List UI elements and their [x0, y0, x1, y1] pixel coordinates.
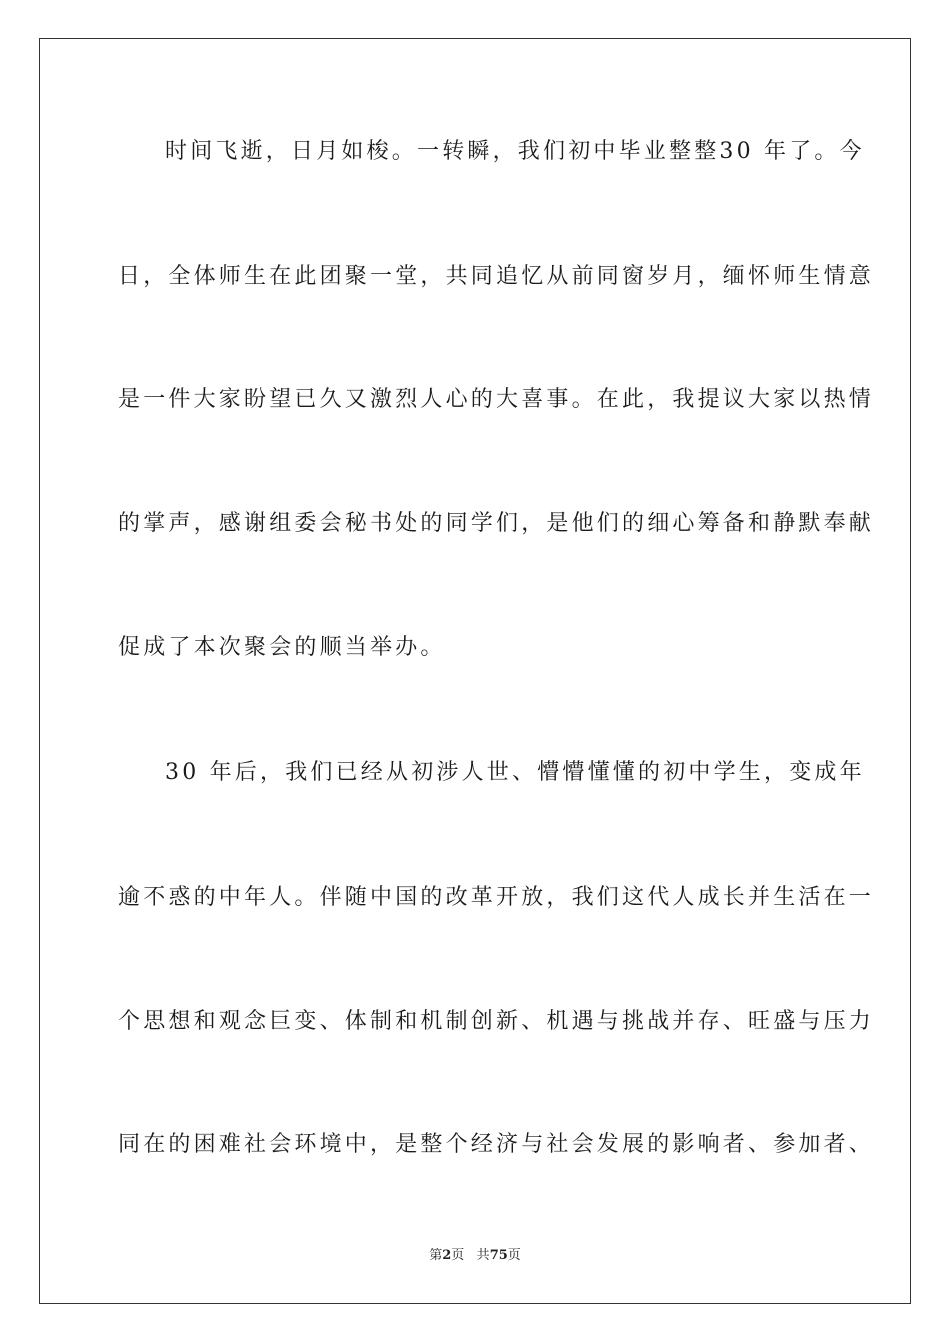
paragraph-1-line-1: 时间飞逝，日月如梭。一转瞬，我们初中毕业整整30 年了。今: [165, 139, 865, 164]
page-footer: [0, 1247, 950, 1265]
paragraph-2-line-2: 逾不惑的中年人。伴随中国的改革开放，我们这代人成长并生活在一: [118, 885, 875, 910]
paragraph-1-line-5: 促成了本次聚会的顺当举办。: [118, 635, 446, 660]
footer-total-prefix: 共: [476, 1248, 490, 1263]
paragraph-2-line-1: 30 年后，我们已经从初涉人世、懵懵懂懂的初中学生，变成年: [165, 760, 865, 785]
footer-page-suffix: 页: [451, 1248, 465, 1263]
paragraph-1-line-3: 是一件大家盼望已久又激烈人心的大喜事。在此，我提议大家以热情: [118, 387, 875, 412]
footer-page-prefix: 第: [429, 1248, 443, 1263]
footer-total-suffix: 页: [507, 1248, 521, 1263]
footer-total-pages: 75: [489, 1248, 508, 1263]
paragraph-2-line-3: 个思想和观念巨变、体制和机制创新、机遇与挑战并存、旺盛与压力: [118, 1009, 875, 1034]
footer-page-number: 2: [442, 1248, 452, 1263]
paragraph-2-line-4: 同在的困难社会环境中，是整个经济与社会发展的影响者、参加者、: [118, 1132, 875, 1157]
paragraph-1-line-4: 的掌声，感谢组委会秘书处的同学们，是他们的细心筹备和静默奉献: [118, 511, 875, 536]
page-frame: [39, 38, 911, 1304]
paragraph-1-line-2: 日，全体师生在此团聚一堂，共同追忆从前同窗岁月，缅怀师生情意: [118, 264, 875, 289]
